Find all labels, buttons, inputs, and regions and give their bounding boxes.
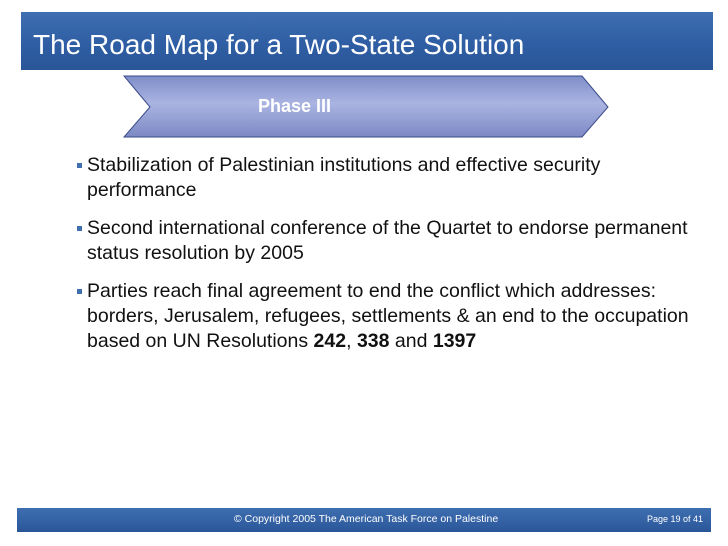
resolution-1397: 1397	[432, 330, 477, 352]
bullet-text: Parties reach final agreement to end the conflict which addresses: borders, Jerusalem, refugees, settlements & an end to the occupation based on UN Resolutions	[87, 280, 689, 352]
copyright-text: © Copyright 2005 The American Task Force on Palestine	[234, 513, 499, 525]
bullet-list	[70, 153, 690, 367]
phase-arrow-shape	[120, 74, 610, 139]
title-bar	[21, 12, 713, 70]
bullet-marker-icon	[77, 289, 82, 294]
bullet-text: Stabilization of Palestinian institutions and effective security performance	[87, 154, 601, 201]
bullet-item	[70, 279, 690, 354]
footer-bar	[17, 508, 711, 532]
separator: ,	[346, 330, 357, 352]
resolution-338: 338	[356, 330, 390, 352]
resolution-242: 242	[313, 330, 347, 352]
bullet-item	[70, 216, 690, 266]
bullet-item	[70, 153, 690, 203]
separator: and	[389, 330, 433, 352]
bullet-marker-icon	[77, 226, 82, 231]
slide-title: The Road Map for a Two-State Solution	[33, 29, 525, 60]
bullet-text: Second international conference of the Quartet to endorse permanent status resolution by 2005	[87, 217, 688, 264]
phase-arrow	[120, 74, 610, 139]
page-number: Page 19 of 41	[646, 514, 703, 524]
bullet-marker-icon	[77, 163, 82, 168]
phase-label: Phase III	[258, 96, 332, 116]
